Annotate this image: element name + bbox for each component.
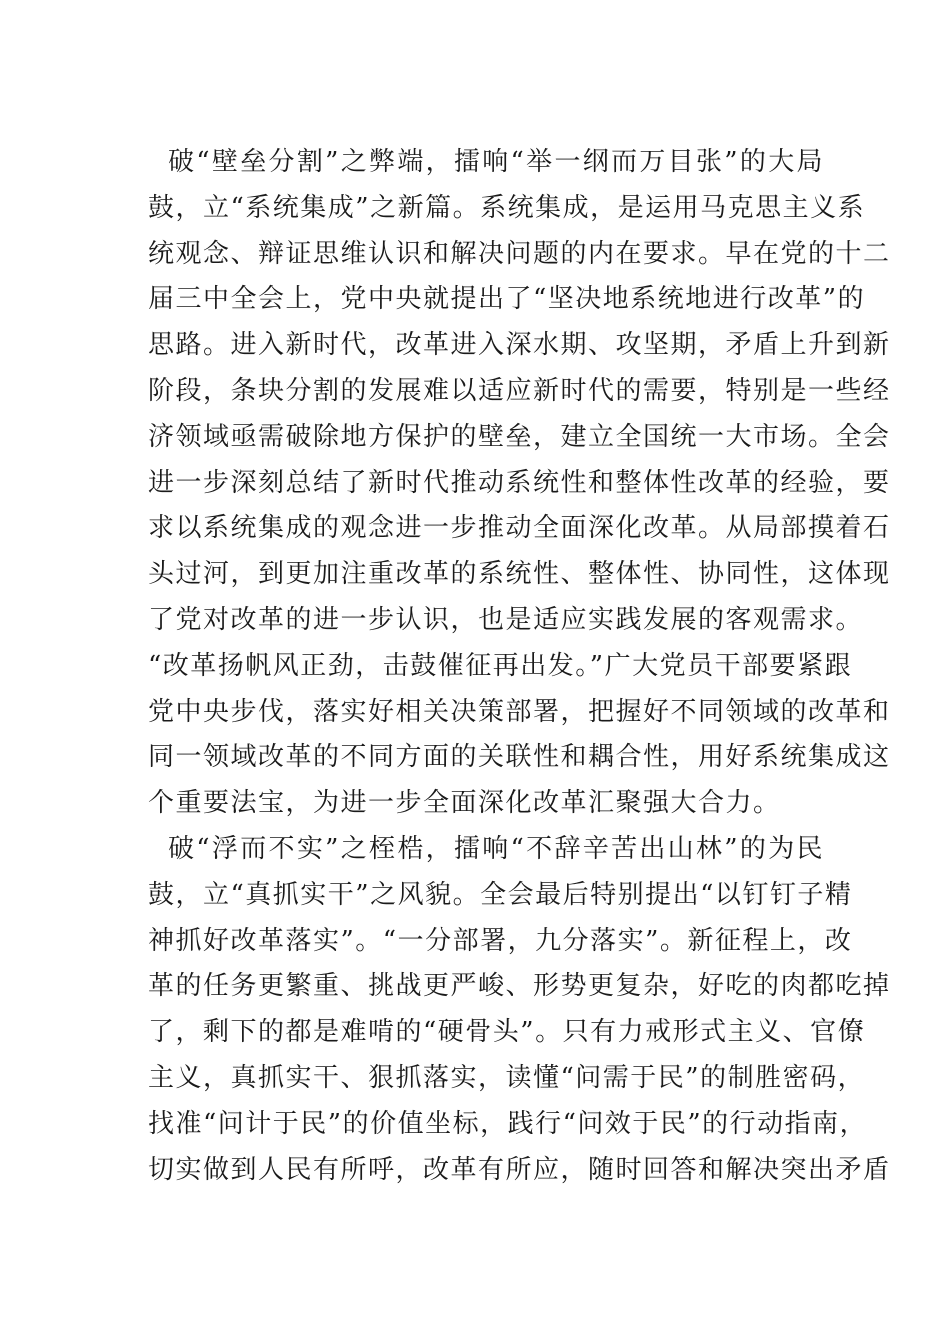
- text-line: 同一领域改革的不同方面的关联性和耦合性，用好系统集成这: [148, 742, 891, 773]
- text-line: 头过河，到更加注重改革的系统性、整体性、协同性，这体现: [148, 559, 891, 590]
- text-line: 统观念、辩证思维认识和解决问题的内在要求。早在党的十二: [148, 238, 891, 269]
- text-line: 破“壁垒分割”之弊端，擂响“举一纲而万目张”的大局: [168, 147, 824, 177]
- text-line: 求以系统集成的观念进一步推动全面深化改革。从局部摸着石: [148, 513, 891, 544]
- text-line: 了，剩下的都是难啃的“硬骨头”。只有力戒形式主义、官僚: [148, 1017, 866, 1048]
- paragraph-1: [148, 140, 891, 827]
- text-line: 找准“问计于民”的价值坐标，践行“问效于民”的行动指南，: [148, 1108, 868, 1139]
- text-line: 鼓，立“系统集成”之新篇。系统集成，是运用马克思主义系: [148, 192, 866, 223]
- text-line: 思路。进入新时代，改革进入深水期、攻坚期，矛盾上升到新: [148, 330, 891, 361]
- text-line: 阶段，条块分割的发展难以适应新时代的需要，特别是一些经: [148, 375, 891, 406]
- text-line: 神抓好改革落实”。“一分部署，九分落实”。新征程上，改: [148, 925, 853, 956]
- text-line: “改革扬帆风正劲，击鼓催征再出发。”广大党员干部要紧跟: [148, 650, 853, 681]
- paragraph-2: [148, 827, 891, 1193]
- text-line: 个重要法宝，为进一步全面深化改革汇聚强大合力。: [148, 788, 781, 819]
- text-line: 鼓，立“真抓实干”之风貌。全会最后特别提出“以钉钉子精: [148, 879, 853, 910]
- text-line: 进一步深刻总结了新时代推动系统性和整体性改革的经验，要: [148, 467, 891, 498]
- text-line: 了党对改革的进一步认识，也是适应实践发展的客观需求。: [148, 604, 864, 635]
- body-text: [148, 140, 891, 1193]
- text-line: 破“浮而不实”之桎梏，擂响“不辞辛苦出山林”的为民: [168, 833, 824, 864]
- text-line: 主义，真抓实干、狠抓落实，读懂“问需于民”的制胜密码，: [148, 1062, 866, 1093]
- text-line: 济领域亟需破除地方保护的壁垒，建立全国统一大市场。全会: [148, 421, 891, 452]
- text-line: 革的任务更繁重、挑战更严峻、形势更复杂，好吃的肉都吃掉: [148, 971, 891, 1002]
- text-line: 党中央步伐，落实好相关决策部署，把握好不同领域的改革和: [148, 696, 891, 727]
- text-line: 届三中全会上，党中央就提出了“坚决地系统地进行改革”的: [148, 284, 866, 315]
- text-line: 切实做到人民有所呼，改革有所应，随时回答和解决突出矛盾: [148, 1154, 891, 1185]
